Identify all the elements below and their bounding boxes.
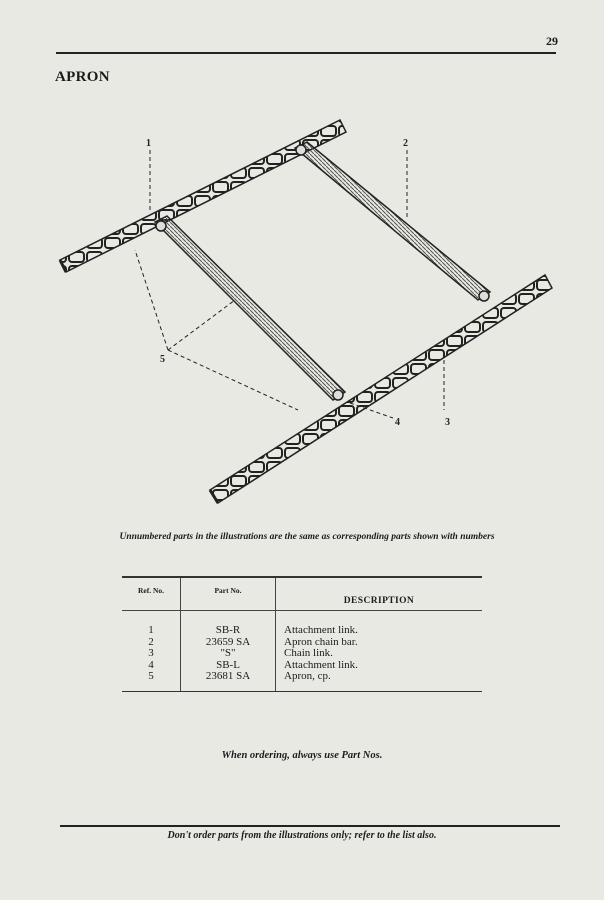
callout-5: 5 xyxy=(160,354,165,365)
header-ref-no: Ref. No. xyxy=(122,578,181,611)
bottom-rule xyxy=(60,825,560,827)
table-row: 2 23659 SA Apron chain bar. xyxy=(122,637,482,649)
callout-2: 2 xyxy=(403,138,408,149)
chain-bar-right xyxy=(295,142,490,301)
parts-table xyxy=(122,576,482,692)
page-number: 29 xyxy=(546,34,558,48)
illustration-caption: Unnumbered parts in the illustrations are the same as corresponding parts shown with numbers xyxy=(119,532,495,542)
table-row: 5 23681 SA Apron, cp. xyxy=(122,671,482,691)
chain-bar-left xyxy=(155,216,345,400)
callout-1: 1 xyxy=(146,138,151,149)
section-title: APRON xyxy=(55,69,110,85)
table-row: 3 "S" Chain link. xyxy=(122,648,482,660)
callout-3: 3 xyxy=(445,417,450,428)
top-rule xyxy=(56,52,556,54)
apron-diagram xyxy=(50,110,560,510)
table-row: 4 SB-L Attachment link. xyxy=(122,660,482,672)
header-description: DESCRIPTION xyxy=(276,578,483,611)
ordering-note: When ordering, always use Part Nos. xyxy=(221,750,383,761)
table-row: 1 SB-R Attachment link. xyxy=(122,625,482,637)
table-bottom-rule xyxy=(122,691,482,692)
header-part-no: Part No. xyxy=(181,578,276,611)
callout-4: 4 xyxy=(395,417,400,428)
footer-note: Don't order parts from the illustrations only; refer to the list also. xyxy=(167,830,437,841)
upper-chain xyxy=(60,120,346,272)
